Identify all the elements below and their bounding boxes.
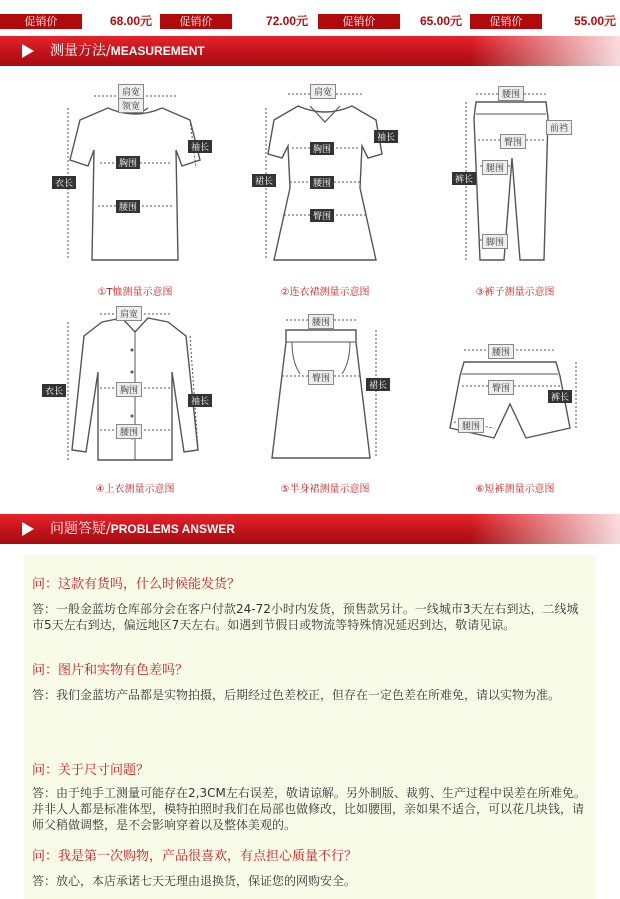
title-en: PROBLEMS ANSWER [110,522,235,536]
question: 问：关于尺寸问题？ [32,763,150,778]
diagram-caption: ⑥短裤测量示意图 [475,484,555,495]
label-neck: 领宽 [118,98,144,113]
diagram-caption: ④上衣测量示意图 [95,484,175,495]
promo-price: 68.00元 [109,14,152,28]
pants-diagram [420,78,610,298]
dress-diagram [230,78,420,298]
diagram-caption: ②连衣裙测量示意图 [280,287,370,298]
label-sleeve: 袖长 [188,394,212,407]
promo-tag: 促销价 [470,14,542,29]
label-chest: 胸围 [310,142,334,155]
question: 问：这款有货吗，什么时候能发货？ [32,577,241,592]
section-title [50,42,205,60]
shorts-icon [420,300,610,500]
promo-strip [0,0,620,32]
label-length: 裤长 [548,390,572,403]
label-front-rise: 前裆 [546,120,572,135]
label-thigh: 腿围 [482,160,508,175]
title-en: MEASUREMENT [110,44,205,58]
label-hip: 臀围 [500,134,526,149]
answer: 答：一般金蓝坊仓库部分会在客户付款24-72小时内发货，预售款另计。一线城市3天左右到达，二线城市5天左右到达，偏远地区7天左右。如遇到节假日或物流等特殊情况延迟到达，敬请见谅。 [32,602,579,632]
header-fade [470,514,620,544]
label-waist: 腰围 [308,314,334,329]
label-chest: 胸围 [116,382,142,397]
label-length: 裙长 [252,174,276,187]
play-arrow-icon [22,522,34,536]
pants-icon [420,78,610,278]
section-title [50,520,235,538]
problems-header [0,514,620,544]
answer: 答：由于纯手工测量可能存在2,3CM左右误差，敬请谅解。另外制版、裁剪、生产过程中误差在所难免。并非人人都是标准体型，模特拍照时我们在局部也做修改，比如腰围，亲如果不适合，可以花几块钱，请师父稍做调整，是不会影响穿着以及整体美观的。 [32,786,586,832]
title-cn: 测量方法/ [50,43,111,59]
measurement-header [0,36,620,66]
label-waist: 腰围 [310,176,334,189]
label-hem: 脚围 [482,234,508,249]
answer: 答：我们金蓝坊产品都是实物拍摄，后期经过色差校正，但存在一定色差在所难免，请以实物为准。 [32,688,561,702]
label-shoulder: 肩宽 [310,84,336,99]
label-shoulder: 肩宽 [118,84,144,99]
skirt-icon [230,300,420,500]
qa-panel [24,555,596,899]
shirt-diagram [40,300,230,500]
label-sleeve: 袖长 [188,140,212,153]
label-waist: 腰围 [116,200,140,213]
label-sleeve: 袖长 [374,130,398,143]
title-cn: 问题答疑/ [50,521,111,537]
diagram-caption: ⑤半身裙测量示意图 [280,484,370,495]
promo-tag: 促销价 [0,14,82,29]
label-thigh: 腿围 [458,418,484,433]
promo-price: 55.00元 [573,14,616,28]
label-length: 裙长 [366,378,390,391]
label-length: 裤长 [452,172,476,185]
label-length: 衣长 [52,176,76,189]
tshirt-diagram [40,78,230,298]
promo-price: 72.00元 [265,14,308,28]
label-waist: 腰围 [488,344,514,359]
question: 问：我是第一次购物，产品很喜欢，有点担心质量不行？ [32,849,358,864]
diagram-caption: ①T恤测量示意图 [97,287,173,298]
label-hip: 臀围 [310,209,334,222]
answer: 答：放心，本店承诺七天无理由退换货，保证您的网购安全。 [32,874,357,888]
shorts-diagram [420,300,610,500]
label-length: 衣长 [42,384,66,397]
diagram-caption: ③裤子测量示意图 [475,287,555,298]
label-hip: 臀围 [488,380,514,395]
play-arrow-icon [22,44,34,58]
skirt-diagram [230,300,420,500]
label-waist: 腰围 [498,86,524,101]
label-hip: 臀围 [308,370,334,385]
promo-tag: 促销价 [318,14,400,29]
label-shoulder: 肩宽 [116,306,142,321]
label-chest: 胸围 [116,156,140,169]
promo-tag: 促销价 [160,14,232,29]
promo-price: 65.00元 [419,14,462,28]
label-waist: 腰围 [116,424,142,439]
header-fade [470,36,620,66]
question: 问：图片和实物有色差吗？ [32,663,189,678]
